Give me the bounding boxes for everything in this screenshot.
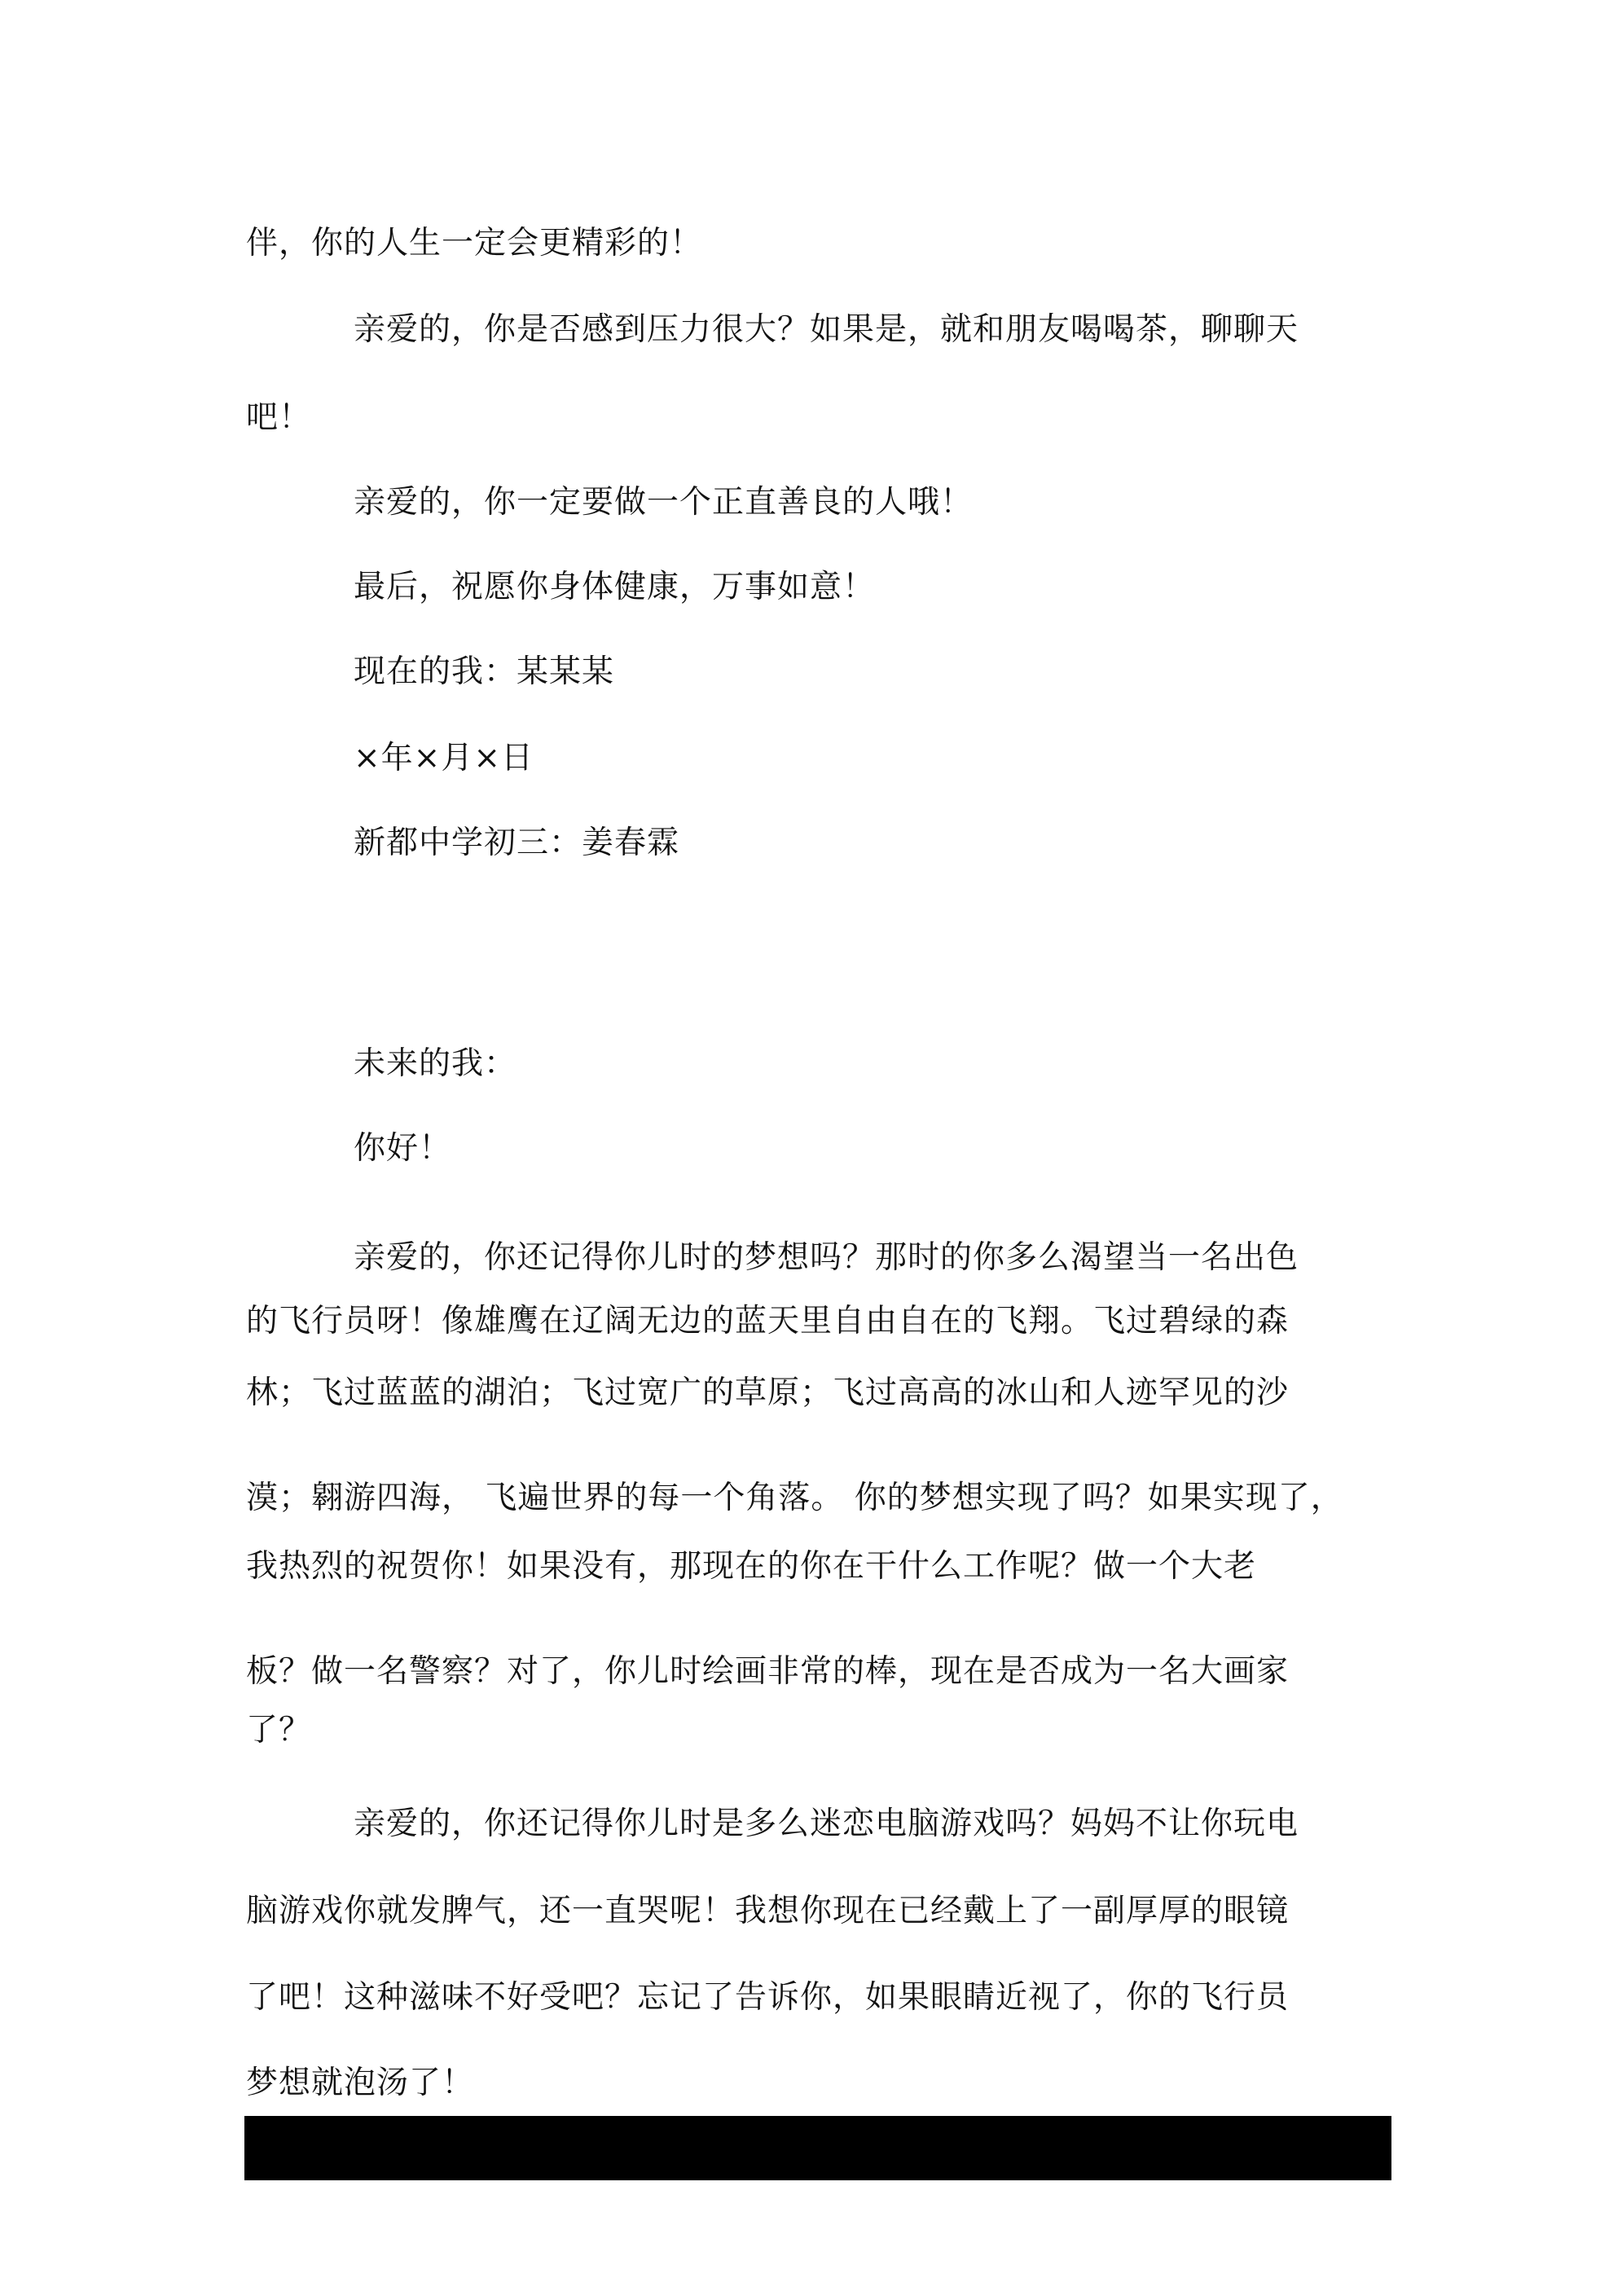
paragraph-line: 最后，祝愿你身体健康，万事如意！ (354, 569, 876, 605)
signature-line: 现在的我：某某某 (354, 653, 615, 690)
paragraph-line: 亲爱的，你是否感到压力很大？如果是，就和朋友喝喝茶，聊聊天 (354, 311, 1299, 348)
author-line: 新都中学初三：姜春霖 (354, 825, 680, 861)
redaction-bar (244, 2116, 1391, 2180)
paragraph-line: 伴，你的人生一定会更精彩的！ (246, 225, 703, 262)
salutation: 未来的我： (354, 1045, 517, 1082)
paragraph-line: 板？做一名警察？对了，你儿时绘画非常的棒，现在是否成为一名大画家 (246, 1653, 1290, 1690)
paragraph-line: 的飞行员呀！像雄鹰在辽阔无边的蓝天里自由自在的飞翔。飞过碧绿的森 (246, 1303, 1290, 1339)
paragraph-line: 我热烈的祝贺你！如果没有，那现在的你在干什么工作呢？做一个大老 (246, 1548, 1257, 1585)
paragraph-line: 亲爱的，你还记得你儿时是多么迷恋电脑游戏吗？妈妈不让你玩电 (354, 1806, 1299, 1842)
paragraph-line: 亲爱的，你还记得你儿时的梦想吗？那时的你多么渴望当一名出色 (354, 1239, 1299, 1276)
paragraph-line: 脑游戏你就发脾气，还一直哭呢！我想你现在已经戴上了一副厚厚的眼镜 (246, 1893, 1290, 1929)
greeting: 你好！ (354, 1130, 452, 1167)
date-line: ×年×月×日 (354, 740, 534, 776)
paragraph-line: 漠；翱游四海， 飞遍世界的每一个角落。 你的梦想实现了吗？如果实现了， (246, 1480, 1343, 1516)
paragraph-line: 亲爱的，你一定要做一个正直善良的人哦！ (354, 484, 974, 521)
paragraph-line: 了吧！这种滋味不好受吧？忘记了告诉你，如果眼睛近视了，你的飞行员 (246, 1979, 1290, 2016)
paragraph-line: 了？ (246, 1712, 312, 1748)
paragraph-line: 林；飞过蓝蓝的湖泊；飞过宽广的草原；飞过高高的冰山和人迹罕见的沙 (246, 1375, 1290, 1411)
paragraph-line: 梦想就泡汤了！ (246, 2065, 475, 2101)
paragraph-line: 吧！ (246, 399, 312, 436)
